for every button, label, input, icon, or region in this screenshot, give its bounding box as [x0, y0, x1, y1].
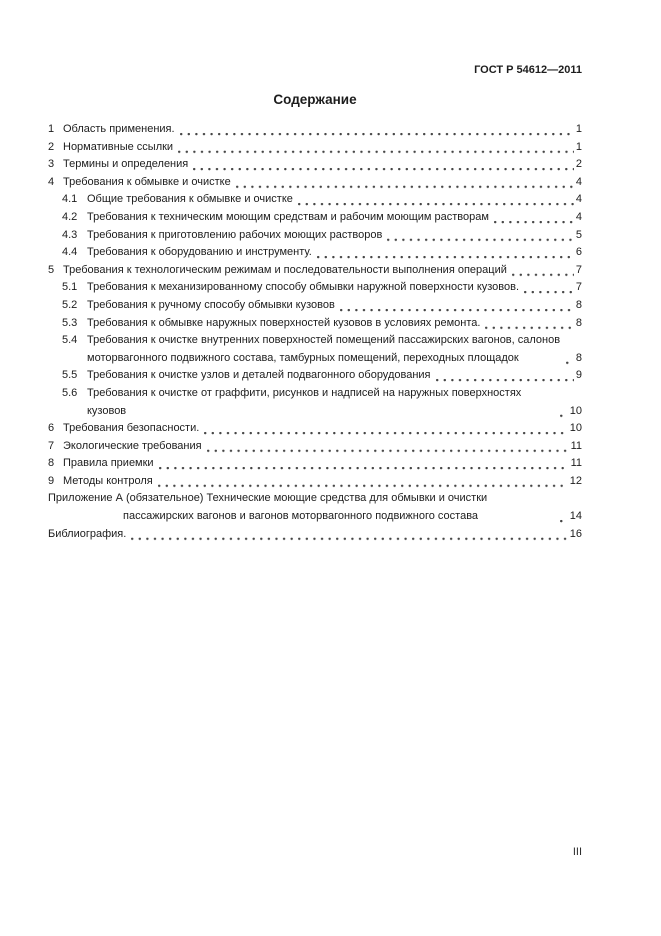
toc-entry — [62, 209, 582, 227]
toc-entry-label — [48, 455, 154, 473]
toc-entry-label — [48, 473, 153, 491]
toc-entry-page: 4 — [575, 175, 582, 188]
toc-entry-page: 8 — [575, 316, 582, 329]
toc-entry-number: 4.1 — [62, 193, 78, 206]
toc-entry-number: 8 — [48, 457, 55, 470]
toc-entry-label — [62, 385, 555, 420]
page-number: III — [572, 846, 582, 858]
toc-entry-title: Требования безопасности. — [63, 422, 200, 435]
toc-entry — [62, 297, 582, 315]
dot-leader — [317, 244, 574, 262]
toc-entry-page: 5 — [575, 228, 582, 241]
toc-entry-number: 9 — [48, 474, 55, 487]
dot-leader — [298, 191, 574, 209]
toc-entry-title: Библиография. — [48, 527, 127, 540]
toc-entry-title: Требования к обмывке и очистке — [63, 175, 231, 188]
toc-entry-label — [48, 121, 175, 139]
dot-leader — [340, 297, 574, 315]
toc-entry-page: 6 — [575, 246, 582, 259]
toc-entry-label — [62, 209, 489, 227]
toc-entry-number: 4 — [48, 175, 55, 188]
toc-entry-page: 4 — [575, 210, 582, 223]
toc-entry-label — [62, 191, 293, 209]
dot-leader — [159, 455, 569, 473]
toc-entry-title: Требования к очистке узлов и деталей подвагонного оборудования — [87, 369, 431, 382]
toc-entry-number: 4.3 — [62, 228, 78, 241]
toc-entry — [62, 244, 582, 262]
toc-entry — [48, 174, 582, 192]
toc-entry-page: 10 — [569, 422, 582, 435]
toc-entry — [48, 420, 582, 438]
toc-entry-number: 5 — [48, 263, 55, 276]
toc-entry-label — [62, 315, 480, 333]
toc-entry-number: 5.1 — [62, 281, 78, 294]
toc-entry — [48, 156, 582, 174]
dot-leader — [193, 156, 574, 174]
toc-entry-title: Требования к очистке от граффити, рисунков и надписей на наружных поверхностях кузовов — [87, 386, 522, 417]
toc-entry-title: Требования к оборудованию и инструменту. — [87, 246, 312, 259]
toc-entry-title: Термины и определения — [63, 158, 189, 171]
toc-entry-number: 4.4 — [62, 246, 78, 259]
toc-entry-title: Требования к технологическим режимам и последовательности выполнения операций — [63, 263, 507, 276]
toc-entry-title: Область применения. — [63, 123, 175, 135]
toc-entry — [48, 139, 582, 157]
toc-entry-page: 16 — [569, 527, 582, 540]
toc-entry-label — [48, 262, 507, 280]
table-of-contents — [48, 121, 582, 543]
dot-leader — [387, 227, 574, 245]
toc-entry-title: Приложение А (обязательное) Технические моющие средства для обмывки и очистки пассажирских вагонов и вагонов моторвагонного подвижного состава — [48, 492, 488, 523]
dot-leader — [566, 350, 574, 368]
toc-entry-number: 2 — [48, 140, 55, 153]
toc-entry-number: 5.6 — [62, 386, 78, 399]
dot-leader — [560, 403, 568, 421]
toc-entry-label — [48, 526, 126, 544]
document-code: ГОСТ Р 54612—2011 — [474, 64, 582, 76]
toc-entry — [62, 227, 582, 245]
toc-entry-page: 10 — [569, 404, 582, 417]
toc-entry-number: 5.4 — [62, 334, 78, 347]
dot-leader — [178, 139, 574, 157]
toc-entry-number: 4.2 — [62, 210, 78, 223]
toc-entry-title: Требования к очистке внутренних поверхностей помещений пассажирских вагонов, салонов моторвагонного подвижного состава, тамбурных помещений, переходных площадок — [87, 334, 561, 364]
toc-entry-title: Требования к механизированному способу обмывки наружной поверхности кузовов. — [87, 281, 520, 294]
dot-leader — [207, 438, 569, 456]
dot-leader — [236, 174, 574, 192]
toc-entry-page: 11 — [570, 457, 582, 470]
toc-entry-label — [48, 420, 199, 438]
toc-entry — [48, 121, 582, 139]
toc-entry-label — [62, 297, 335, 315]
toc-entry-title: Требования к приготовлению рабочих моющих растворов — [87, 228, 383, 241]
toc-entry-number: 6 — [48, 422, 55, 435]
toc-entry-label — [48, 438, 202, 456]
dot-leader — [524, 279, 574, 297]
toc-entry-page: 7 — [575, 263, 582, 276]
toc-entry-title: Экологические требования — [63, 439, 202, 452]
toc-entry — [48, 455, 582, 473]
toc-entry — [62, 191, 582, 209]
toc-entry-number: 3 — [48, 158, 55, 171]
toc-entry-number: 1 — [48, 123, 55, 135]
toc-entry — [48, 490, 582, 525]
dot-leader — [131, 526, 567, 544]
toc-entry-page: 12 — [569, 474, 582, 487]
toc-entry-label — [62, 227, 382, 245]
toc-entry — [48, 526, 582, 544]
toc-entry-label — [48, 139, 173, 157]
toc-entry-title: Требования к ручному способу обмывки кузовов — [87, 298, 335, 311]
toc-entry-page: 4 — [575, 193, 582, 206]
toc-entry-page: 8 — [575, 298, 582, 311]
toc-entry-number: 5.3 — [62, 316, 78, 329]
toc-entry-page: 9 — [575, 369, 582, 382]
dot-leader — [485, 315, 573, 333]
dot-leader — [560, 508, 568, 526]
toc-entry-page: 14 — [569, 510, 582, 523]
dot-leader — [158, 473, 568, 491]
toc-entry — [62, 332, 582, 367]
toc-entry-label — [62, 332, 561, 367]
toc-entry-page: 8 — [575, 351, 582, 364]
toc-entry-title: Нормативные ссылки — [63, 140, 174, 153]
toc-entry — [62, 315, 582, 333]
toc-entry-page: 1 — [575, 123, 582, 135]
toc-entry-label — [48, 174, 231, 192]
dot-leader — [436, 367, 574, 385]
toc-entry — [62, 279, 582, 297]
toc-entry-title: Общие требования к обмывке и очистке — [87, 193, 293, 206]
dot-leader — [180, 121, 574, 139]
toc-entry-title: Требования к обмывке наружных поверхностей кузовов в условиях ремонта. — [87, 316, 481, 329]
toc-entry-number: 5.5 — [62, 369, 78, 382]
toc-entry-number: 5.2 — [62, 298, 78, 311]
toc-entry-number: 7 — [48, 439, 55, 452]
page-title: Содержание — [273, 92, 357, 107]
toc-entry-title: Требования к техническим моющим средствам и рабочим моющим растворам — [87, 210, 489, 223]
toc-entry-label — [62, 279, 519, 297]
toc-entry — [48, 262, 582, 280]
dot-leader — [204, 420, 567, 438]
toc-entry-label — [48, 490, 555, 525]
toc-entry-label — [48, 156, 188, 174]
toc-entry-title: Методы контроля — [63, 474, 153, 487]
toc-entry-page: 7 — [575, 281, 582, 294]
toc-entry — [62, 385, 582, 420]
toc-entry — [48, 438, 582, 456]
toc-entry — [48, 473, 582, 491]
toc-entry-label — [62, 367, 431, 385]
toc-entry — [62, 367, 582, 385]
toc-entry-label — [62, 244, 312, 262]
dot-leader — [494, 209, 574, 227]
toc-entry-page: 11 — [570, 439, 582, 452]
toc-entry-title: Правила приемки — [63, 457, 154, 470]
dot-leader — [512, 262, 574, 280]
toc-entry-page: 1 — [575, 140, 582, 153]
toc-entry-page: 2 — [575, 158, 582, 171]
